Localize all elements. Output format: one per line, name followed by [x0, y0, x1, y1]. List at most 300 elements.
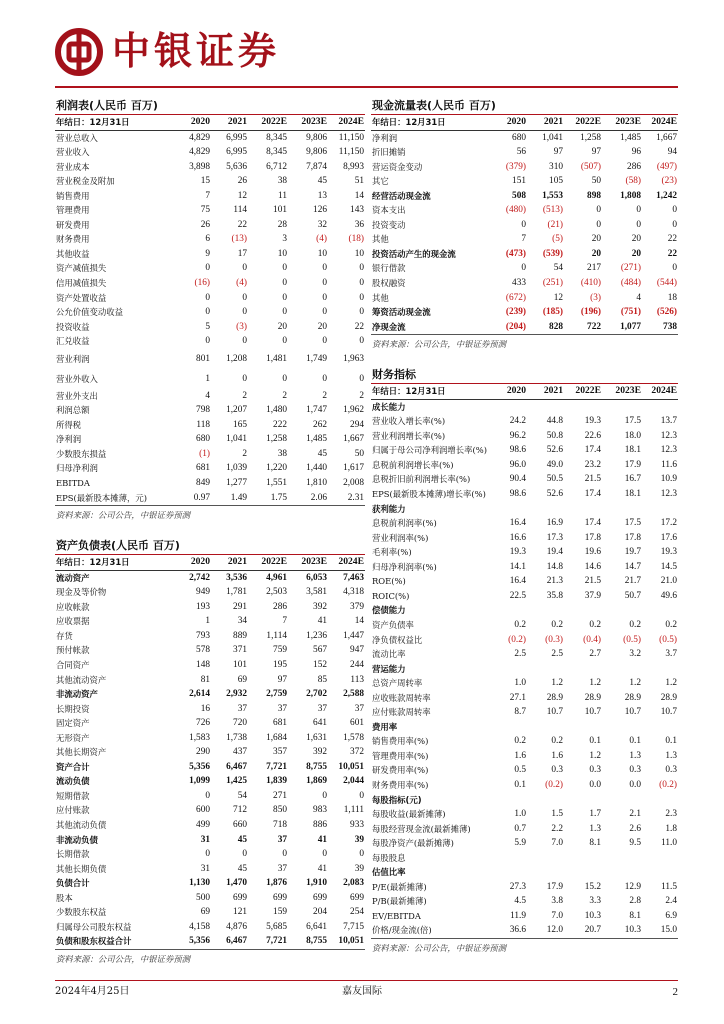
value-cell: 886 — [313, 819, 327, 830]
value-cell: 217 — [587, 263, 601, 274]
table-row — [371, 291, 678, 306]
row-label: 营业利润 — [56, 353, 90, 364]
value-cell — [564, 399, 602, 414]
table-row — [55, 803, 365, 818]
value-cell: 433 — [512, 278, 526, 289]
row-label: 每股指标(元) — [372, 794, 422, 805]
value-cell: 21.5 — [584, 474, 601, 485]
table-row — [55, 745, 365, 760]
value-cell: 13 — [317, 190, 327, 201]
value-cell: 0.2 — [514, 736, 526, 747]
row-label: 总资产周转率 — [372, 678, 423, 689]
value-cell: 19.3 — [660, 547, 677, 558]
table-row — [55, 305, 365, 320]
value-cell — [564, 662, 602, 677]
value-cell: 699 — [273, 892, 287, 903]
value-cell: 0 — [322, 790, 327, 801]
value-cell — [642, 851, 678, 866]
value-cell: 31 — [200, 834, 210, 845]
brand-name: 中银证券 — [112, 29, 281, 73]
value-cell: 151 — [512, 176, 526, 187]
balance-sheet-table — [55, 555, 365, 949]
row-label: 资产处置收益 — [56, 292, 107, 303]
value-cell: 19.3 — [509, 547, 526, 558]
table-row — [55, 349, 365, 369]
value-cell: (379) — [505, 161, 526, 172]
value-cell: (4) — [316, 234, 327, 245]
footer-divider — [55, 980, 678, 981]
value-cell: 6,467 — [226, 936, 247, 947]
value-cell: 18.1 — [624, 489, 641, 500]
value-cell: 8,755 — [306, 936, 327, 947]
value-cell: 12.0 — [546, 925, 563, 936]
value-cell: 75 — [200, 205, 210, 216]
value-cell: 1,617 — [343, 463, 364, 474]
value-cell: 2.06 — [310, 492, 327, 503]
value-cell: 10,051 — [338, 936, 364, 947]
page-number: 2 — [672, 986, 678, 998]
value-cell: 9,806 — [306, 147, 327, 158]
row-label: 投资变动 — [372, 219, 406, 230]
value-cell: 10 — [354, 248, 364, 259]
value-cell: 204 — [313, 907, 327, 918]
row-label: 归母净利润 — [56, 463, 98, 474]
value-cell: 681 — [273, 718, 287, 729]
value-cell: 578 — [196, 645, 210, 656]
value-cell: 17 — [237, 248, 247, 259]
value-cell: 11.0 — [661, 838, 677, 849]
value-cell — [642, 399, 678, 414]
value-cell: 20.7 — [584, 925, 601, 936]
row-label: 净负债权益比 — [372, 634, 423, 645]
value-cell: 291 — [233, 601, 247, 612]
value-cell: 798 — [196, 405, 210, 416]
row-label: 折旧摊销 — [372, 147, 406, 158]
table-row — [371, 203, 678, 218]
value-cell: 1.7 — [589, 809, 601, 820]
header-year-cell: 2022E — [564, 115, 602, 130]
value-cell: 0 — [205, 336, 210, 347]
value-cell: 1.3 — [589, 823, 601, 834]
value-cell: 6,995 — [226, 147, 247, 158]
value-cell: (484) — [620, 278, 641, 289]
table-row — [55, 232, 365, 247]
value-cell: 286 — [627, 161, 641, 172]
table-row — [371, 414, 678, 429]
value-cell: 0.2 — [551, 619, 563, 630]
header-label-cell: 年结日：12月31日 — [55, 555, 173, 570]
value-cell: 44.8 — [546, 416, 563, 427]
value-cell: (0.2) — [659, 779, 677, 790]
value-cell: 933 — [350, 819, 364, 830]
row-label: 每股净资产(最新摊薄) — [372, 838, 454, 849]
value-cell: 96 — [631, 147, 641, 158]
table-row — [371, 894, 678, 909]
value-cell: 0 — [282, 292, 287, 303]
right-column — [371, 96, 678, 957]
table-row — [371, 305, 678, 320]
value-cell: 660 — [233, 819, 247, 830]
value-cell: 22 — [354, 321, 364, 332]
value-cell: 2 — [322, 390, 327, 401]
value-cell: 39 — [354, 834, 364, 845]
row-label: 应付账款 — [56, 805, 90, 816]
value-cell: 0.5 — [514, 765, 526, 776]
table-row — [55, 862, 365, 877]
value-cell: 17.8 — [584, 532, 601, 543]
row-label: 其他 — [372, 234, 389, 245]
value-cell: 7.0 — [551, 910, 563, 921]
value-cell: 271 — [273, 790, 287, 801]
table-row — [55, 418, 365, 433]
value-cell: 1,480 — [266, 405, 287, 416]
header-label-cell: 年结日：12月31日 — [55, 115, 173, 130]
value-cell: 8.1 — [589, 838, 601, 849]
table-row — [371, 174, 678, 189]
value-cell — [642, 793, 678, 808]
value-cell: (196) — [580, 307, 601, 318]
value-cell — [527, 793, 564, 808]
value-cell — [527, 865, 564, 880]
row-label: 成长能力 — [372, 401, 406, 412]
value-cell: 1,910 — [306, 878, 327, 889]
value-cell: 50.8 — [546, 430, 563, 441]
value-cell: 4,829 — [189, 132, 210, 143]
value-cell: (239) — [505, 307, 526, 318]
value-cell: 1.5 — [551, 809, 563, 820]
value-cell: 11.9 — [510, 910, 526, 921]
value-cell: 0.3 — [665, 765, 677, 776]
header-year-cell: 2024E — [328, 555, 365, 570]
value-cell: 0 — [242, 263, 247, 274]
table-row — [371, 734, 678, 749]
value-cell: 1,667 — [656, 132, 677, 143]
value-cell: 898 — [587, 190, 601, 201]
cashflow-source-note: 资料来源：公司公告，中银证券预测 — [371, 334, 678, 353]
value-cell: 159 — [273, 907, 287, 918]
value-cell: 1,041 — [542, 132, 563, 143]
value-cell — [527, 662, 564, 677]
value-cell: 0 — [205, 790, 210, 801]
table-row — [55, 774, 365, 789]
value-cell: 9,806 — [306, 132, 327, 143]
table-row — [55, 160, 365, 175]
value-cell: 96.2 — [509, 430, 526, 441]
table-row — [371, 822, 678, 837]
value-cell: 45 — [237, 834, 247, 845]
table-row — [371, 793, 678, 808]
value-cell: 947 — [350, 645, 364, 656]
row-label: 营业利润率(%) — [372, 532, 429, 543]
row-label: 公允价值变动收益 — [56, 307, 123, 318]
value-cell: 680 — [196, 434, 210, 445]
value-cell: 0 — [205, 292, 210, 303]
value-cell — [642, 865, 678, 880]
row-label: 管理费用 — [56, 205, 90, 216]
table-row — [371, 851, 678, 866]
value-cell: 14.7 — [624, 561, 641, 572]
value-cell: 35.8 — [546, 590, 563, 601]
value-cell: 2,759 — [266, 689, 287, 700]
value-cell — [493, 399, 527, 414]
row-label: 其他长期负债 — [56, 863, 107, 874]
row-label: 营业总收入 — [56, 132, 98, 143]
value-cell: 1,130 — [189, 878, 210, 889]
header-year-cell: 2021 — [527, 115, 564, 130]
value-cell: 3.2 — [629, 649, 641, 660]
row-label: 流动比率 — [372, 649, 406, 660]
value-cell: (23) — [661, 176, 677, 187]
header-year-cell: 2020 — [493, 115, 527, 130]
value-cell — [602, 399, 642, 414]
value-cell: 38 — [277, 176, 287, 187]
row-label: 其它 — [372, 176, 389, 187]
value-cell: (251) — [542, 278, 563, 289]
table-row — [371, 720, 678, 735]
value-cell: 2,044 — [343, 776, 364, 787]
value-cell: 10,051 — [338, 761, 364, 772]
row-label: 估值比率 — [372, 867, 406, 878]
value-cell: 17.2 — [660, 518, 677, 529]
value-cell — [564, 793, 602, 808]
value-cell: 392 — [313, 601, 327, 612]
value-cell: 121 — [233, 907, 247, 918]
value-cell: 5,685 — [266, 921, 287, 932]
value-cell — [527, 851, 564, 866]
value-cell: 11,150 — [338, 147, 364, 158]
value-cell: 1,583 — [189, 732, 210, 743]
table-row — [371, 633, 678, 648]
table-row — [55, 789, 365, 804]
table-row — [55, 491, 365, 506]
value-cell: 12.3 — [660, 430, 677, 441]
value-cell: 0 — [205, 263, 210, 274]
value-cell: 2.3 — [665, 809, 677, 820]
value-cell: 10.7 — [546, 707, 563, 718]
value-cell: 0.7 — [514, 823, 526, 834]
balance-body — [55, 570, 365, 949]
value-cell — [527, 399, 564, 414]
value-cell: (0.5) — [659, 634, 677, 645]
cashflow-body — [371, 130, 678, 334]
value-cell: 37 — [317, 703, 327, 714]
value-cell: 1.3 — [665, 750, 677, 761]
value-cell: 8.7 — [514, 707, 526, 718]
row-label: 流动资产 — [56, 572, 90, 583]
value-cell: 699 — [313, 892, 327, 903]
row-label: 其他流动资产 — [56, 674, 107, 685]
table-row — [55, 934, 365, 949]
table-row — [371, 232, 678, 247]
value-cell: 19.7 — [624, 547, 641, 558]
value-cell: 21.7 — [624, 576, 641, 587]
value-cell: 2.5 — [551, 649, 563, 660]
value-cell: 681 — [196, 463, 210, 474]
row-label: 息税前利润增长率(%) — [372, 459, 454, 470]
value-cell: 2,083 — [343, 878, 364, 889]
row-label: 费用率 — [372, 721, 398, 732]
value-cell — [642, 662, 678, 677]
value-cell: 8,345 — [266, 147, 287, 158]
value-cell: 19.6 — [584, 547, 601, 558]
value-cell: 371 — [233, 645, 247, 656]
value-cell: 5,636 — [226, 161, 247, 172]
income-statement-title: 利润表(人民币 百万) — [55, 96, 365, 115]
row-label: 息税折旧前利润增长率(%) — [372, 474, 471, 485]
value-cell: 641 — [313, 718, 327, 729]
table-row — [371, 560, 678, 575]
value-cell: 793 — [196, 630, 210, 641]
table-row — [55, 432, 365, 447]
row-label: ROIC(%) — [372, 590, 410, 601]
row-label: 每股收益(最新摊薄) — [372, 809, 446, 820]
value-cell: 21.0 — [660, 576, 677, 587]
value-cell: 18.1 — [624, 445, 641, 456]
table-row — [55, 291, 365, 306]
value-cell: 12.3 — [660, 445, 677, 456]
value-cell: 0 — [359, 263, 364, 274]
table-row — [371, 516, 678, 531]
value-cell: 0 — [242, 307, 247, 318]
table-row — [55, 334, 365, 349]
value-cell: 22.5 — [509, 590, 526, 601]
row-label: ROE(%) — [372, 576, 406, 587]
value-cell: 16.9 — [546, 518, 563, 529]
value-cell: 7 — [521, 234, 526, 245]
value-cell: 4,158 — [189, 921, 210, 932]
value-cell: 286 — [273, 601, 287, 612]
row-label: EPS(最新股本摊薄)增长率(%) — [372, 489, 486, 500]
value-cell: (4) — [236, 278, 247, 289]
value-cell: 2.2 — [551, 823, 563, 834]
row-label: 管理费用率(%) — [372, 750, 429, 761]
value-cell: 41 — [317, 863, 327, 874]
value-cell: 50 — [354, 448, 364, 459]
value-cell: 36.6 — [509, 925, 526, 936]
value-cell: 6,995 — [226, 132, 247, 143]
value-cell: 0.2 — [514, 619, 526, 630]
table-row — [55, 760, 365, 775]
value-cell: 15.0 — [660, 925, 677, 936]
value-cell: 0 — [596, 219, 601, 230]
value-cell: 1.3 — [629, 750, 641, 761]
ratios-source-note: 资料来源：公司公告，中银证券预测 — [371, 938, 678, 957]
value-cell: 828 — [549, 321, 563, 332]
value-cell: 195 — [273, 659, 287, 670]
row-label: 存货 — [56, 630, 73, 641]
value-cell: 16.7 — [624, 474, 641, 485]
value-cell: 0 — [282, 307, 287, 318]
value-cell: 51 — [354, 176, 364, 187]
row-label: 负债合计 — [56, 878, 90, 889]
table-row — [371, 589, 678, 604]
value-cell: 5 — [205, 321, 210, 332]
value-cell: 32 — [317, 219, 327, 230]
value-cell: (0.3) — [545, 634, 563, 645]
value-cell: 1,039 — [226, 463, 247, 474]
table-row — [371, 189, 678, 204]
value-cell: 22 — [667, 234, 677, 245]
value-cell — [642, 720, 678, 735]
value-cell — [642, 502, 678, 517]
table-row — [371, 836, 678, 851]
value-cell: 0.1 — [665, 736, 677, 747]
value-cell: 101 — [233, 659, 247, 670]
value-cell: 0 — [672, 219, 677, 230]
value-cell: 10.3 — [624, 925, 641, 936]
value-cell: 601 — [350, 718, 364, 729]
value-cell: 17.4 — [584, 518, 601, 529]
value-cell: 0.2 — [589, 619, 601, 630]
value-cell: 2.4 — [665, 896, 677, 907]
value-cell: 0.2 — [629, 619, 641, 630]
value-cell — [564, 865, 602, 880]
table-row — [55, 276, 365, 291]
value-cell: 1.2 — [629, 678, 641, 689]
value-cell: 3.8 — [551, 896, 563, 907]
value-cell: 0 — [521, 263, 526, 274]
value-cell: 16.4 — [509, 576, 526, 587]
value-cell: 1,551 — [266, 478, 287, 489]
value-cell: 0.3 — [589, 765, 601, 776]
value-cell: 8,345 — [266, 132, 287, 143]
table-row — [55, 585, 365, 600]
value-cell: 4 — [636, 292, 641, 303]
value-cell: 69 — [200, 907, 210, 918]
value-cell: (526) — [656, 307, 677, 318]
value-cell: 45 — [237, 863, 247, 874]
value-cell — [493, 502, 527, 517]
row-label: 筹资活动现金流 — [372, 307, 431, 318]
ratios-body — [371, 399, 678, 938]
value-cell: 37.9 — [584, 590, 601, 601]
value-cell: 9 — [205, 248, 210, 259]
value-cell: 52.6 — [546, 445, 563, 456]
table-row — [55, 261, 365, 276]
value-cell: 14 — [354, 616, 364, 627]
value-cell: 2.6 — [629, 823, 641, 834]
value-cell: 1 — [205, 373, 210, 384]
value-cell: 290 — [196, 747, 210, 758]
value-cell: 1,258 — [266, 434, 287, 445]
value-cell: 1,111 — [343, 805, 364, 816]
value-cell: 0 — [322, 336, 327, 347]
value-cell: 1,207 — [226, 405, 247, 416]
value-cell: 105 — [549, 176, 563, 187]
value-cell: 0.1 — [514, 779, 526, 790]
value-cell: 20 — [591, 248, 601, 259]
value-cell: 21.5 — [584, 576, 601, 587]
value-cell: 96.0 — [509, 459, 526, 470]
row-label: 少数股东权益 — [56, 907, 107, 918]
table-row — [55, 403, 365, 418]
table-row — [55, 145, 365, 160]
value-cell: 1.0 — [514, 678, 526, 689]
value-cell: (21) — [547, 219, 563, 230]
value-cell — [493, 851, 527, 866]
table-row — [55, 702, 365, 717]
row-label: 息税前利润率(%) — [372, 518, 437, 529]
row-label: 应收帐款 — [56, 601, 90, 612]
value-cell: 2,588 — [343, 689, 364, 700]
value-cell: 10.9 — [660, 474, 677, 485]
value-cell — [602, 851, 642, 866]
row-label: 财务费用 — [56, 234, 90, 245]
row-label: 净现金流 — [372, 321, 406, 332]
row-label: 银行借款 — [372, 263, 406, 274]
header-year-cell: 2020 — [173, 115, 211, 130]
value-cell: (672) — [505, 292, 526, 303]
